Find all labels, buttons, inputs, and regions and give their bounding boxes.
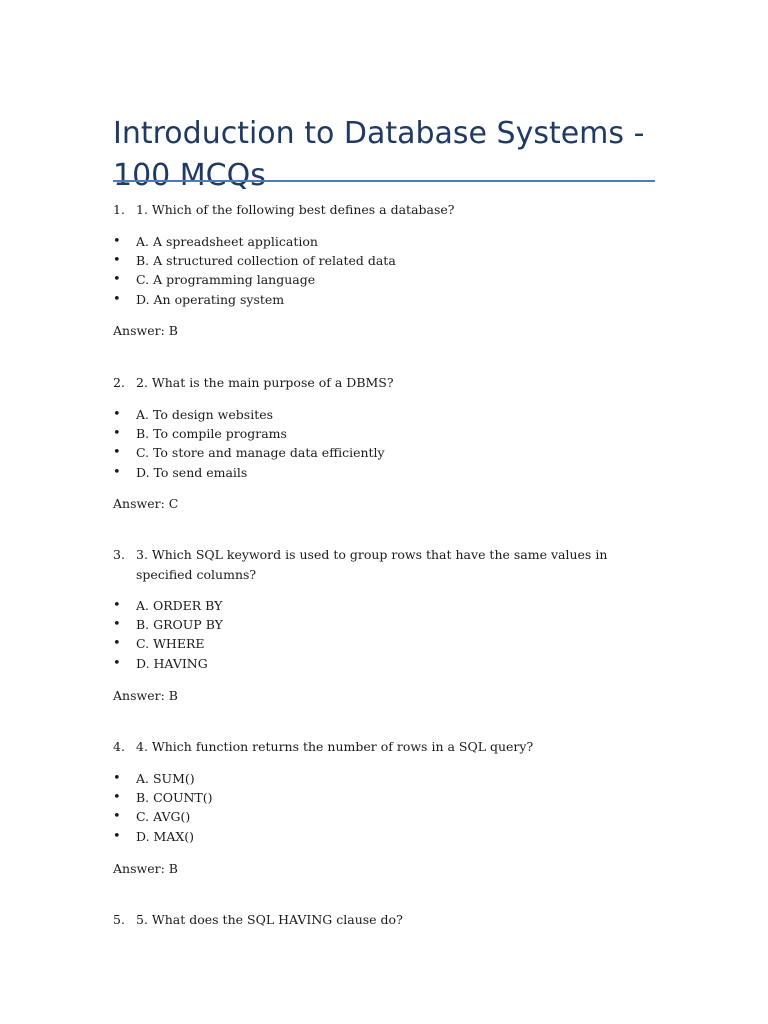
bullet-icon: •: [113, 771, 121, 786]
question-number: 5.: [113, 912, 125, 927]
options-list-2: [113, 405, 655, 482]
option-text: B. COUNT(): [136, 790, 213, 806]
option-text: C. To store and manage data efficiently: [136, 445, 385, 461]
option-item: [113, 463, 655, 482]
answer-3: Answer: B: [113, 688, 178, 703]
question-number: 1.: [113, 202, 125, 217]
bullet-icon: •: [113, 598, 121, 613]
option-item: [113, 788, 655, 807]
bullet-icon: •: [113, 790, 121, 806]
option-item: [113, 290, 655, 309]
option-text: D. MAX(): [136, 828, 195, 844]
option-item: [113, 424, 655, 443]
question-number: 4.: [113, 739, 125, 754]
option-item: [113, 232, 655, 251]
bullet-icon: •: [113, 407, 121, 422]
option-text: B. GROUP BY: [136, 617, 223, 633]
option-item: [113, 654, 655, 673]
option-item: [113, 443, 655, 462]
option-text: A. To design websites: [136, 407, 274, 422]
question-4: [113, 737, 655, 757]
options-list-3: [113, 596, 655, 673]
question-number: 2.: [113, 375, 125, 390]
bullet-icon: •: [113, 426, 121, 442]
option-item: [113, 615, 655, 634]
option-text: C. A programming language: [136, 272, 316, 288]
answer-2: Answer: C: [113, 496, 179, 511]
question-1: [113, 200, 655, 220]
options-list-1: [113, 232, 655, 309]
title-underline: [113, 180, 655, 182]
bullet-icon: •: [113, 445, 121, 461]
option-item: [113, 827, 655, 846]
option-text: C. WHERE: [136, 636, 205, 652]
question-text: 2. What is the main purpose of a DBMS?: [136, 375, 394, 390]
bullet-icon: •: [113, 636, 121, 652]
option-item: [113, 769, 655, 788]
bullet-icon: •: [113, 655, 121, 671]
options-list-4: [113, 769, 655, 846]
question-text: 4. Which function returns the number of rows in a SQL query?: [136, 739, 534, 754]
bullet-icon: •: [113, 253, 121, 269]
question-3: [113, 545, 655, 584]
option-text: C. AVG(): [136, 809, 191, 825]
bullet-icon: •: [113, 291, 121, 307]
bullet-icon: •: [113, 617, 121, 633]
question-text: 1. Which of the following best defines a database?: [136, 202, 455, 217]
option-text: D. To send emails: [136, 464, 248, 480]
answer-1: Answer: B: [113, 323, 178, 338]
answer-4: Answer: B: [113, 861, 178, 876]
bullet-icon: •: [113, 464, 121, 480]
option-text: A. A spreadsheet application: [136, 234, 318, 249]
option-item: [113, 405, 655, 424]
question-text: 3. Which SQL keyword is used to group rows that have the same values in specified columns?: [136, 547, 608, 582]
option-item: [113, 807, 655, 826]
option-text: A. SUM(): [136, 771, 195, 786]
option-item: [113, 634, 655, 653]
question-text: 5. What does the SQL HAVING clause do?: [136, 912, 403, 927]
option-text: A. ORDER BY: [136, 598, 223, 613]
bullet-icon: •: [113, 234, 121, 249]
question-number: 3.: [113, 547, 125, 562]
question-5: [113, 910, 655, 930]
option-text: D. An operating system: [136, 291, 285, 307]
question-2: [113, 373, 655, 393]
document-title: Introduction to Database Systems - 100 MCQs: [113, 116, 645, 194]
bullet-icon: •: [113, 828, 121, 844]
option-text: B. To compile programs: [136, 426, 287, 442]
option-item: [113, 251, 655, 270]
bullet-icon: •: [113, 809, 121, 825]
bullet-icon: •: [113, 272, 121, 288]
option-text: D. HAVING: [136, 655, 208, 671]
option-item: [113, 596, 655, 615]
option-text: B. A structured collection of related data: [136, 253, 396, 269]
option-item: [113, 270, 655, 289]
